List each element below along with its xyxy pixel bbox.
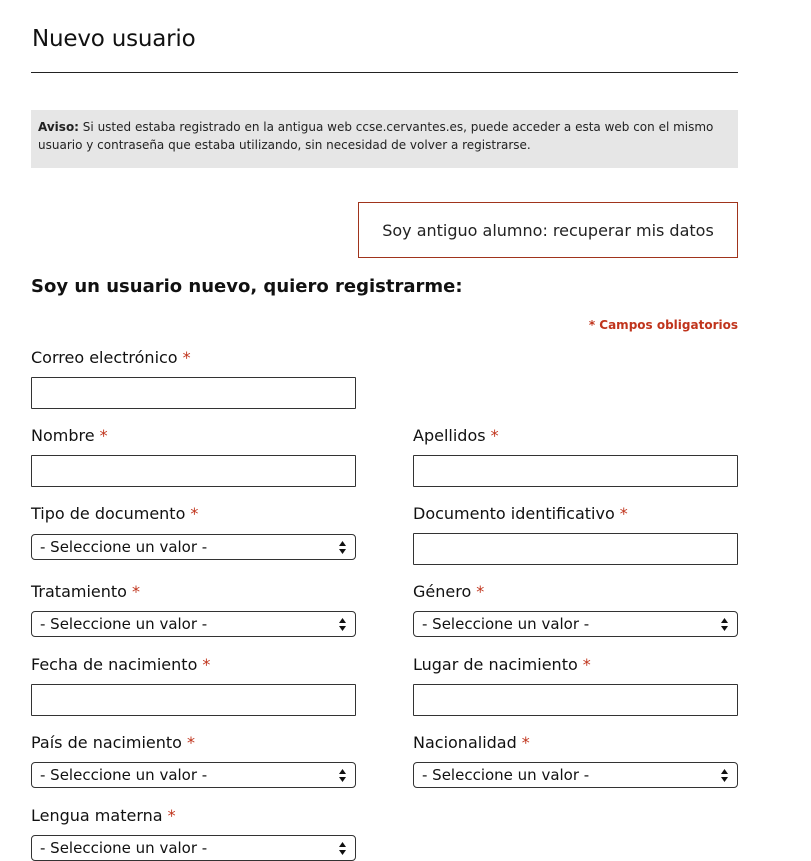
first-name-field[interactable] xyxy=(31,455,356,487)
required-fields-note: * Campos obligatorios xyxy=(588,318,738,332)
birth-country-select[interactable] xyxy=(31,762,356,788)
page-title: Nuevo usuario xyxy=(32,26,196,52)
birth-place-label xyxy=(413,655,591,674)
document-id-label xyxy=(413,504,628,523)
nationality-label-text: Nacionalidad xyxy=(413,733,517,752)
mother-tongue-label-text: Lengua materna xyxy=(31,806,163,825)
required-marker: * xyxy=(619,504,628,523)
birth-place-field[interactable] xyxy=(413,684,738,716)
title-select[interactable] xyxy=(31,611,356,637)
document-type-select[interactable] xyxy=(31,534,356,560)
required-marker: * xyxy=(167,806,176,825)
nationality-select-value: - Seleccione un valor - xyxy=(422,766,590,784)
birth-date-field[interactable] xyxy=(31,684,356,716)
required-marker: * xyxy=(582,655,591,674)
register-section-heading: Soy un usuario nuevo, quiero registrarme: xyxy=(31,276,463,297)
title-divider xyxy=(31,72,738,73)
notice-box xyxy=(31,110,738,168)
nationality-select[interactable] xyxy=(413,762,738,788)
required-marker: * xyxy=(490,426,499,445)
document-type-label-text: Tipo de documento xyxy=(31,504,186,523)
email-field[interactable] xyxy=(31,377,356,409)
birth-place-label-text: Lugar de nacimiento xyxy=(413,655,578,674)
mother-tongue-select-value: - Seleccione un valor - xyxy=(40,839,208,857)
gender-select[interactable] xyxy=(413,611,738,637)
mother-tongue-select[interactable] xyxy=(31,835,356,861)
email-label xyxy=(31,348,191,367)
document-type-label xyxy=(31,504,198,523)
nationality-label xyxy=(413,733,530,752)
document-id-label-text: Documento identificativo xyxy=(413,504,615,523)
last-name-field[interactable] xyxy=(413,455,738,487)
last-name-label xyxy=(413,426,499,445)
birth-country-label-text: País de nacimiento xyxy=(31,733,182,752)
first-name-label xyxy=(31,426,108,445)
birth-date-label xyxy=(31,655,210,674)
notice-text: Si usted estaba registrado en la antigua web ccse.cervantes.es, puede acceder a esta web con el mismo usuario y contraseña que estaba utilizando, sin necesidad de volver a registrarse. xyxy=(38,120,714,152)
select-arrows-icon xyxy=(719,616,729,632)
title-select-value: - Seleccione un valor - xyxy=(40,615,208,633)
first-name-label-text: Nombre xyxy=(31,426,95,445)
mother-tongue-label xyxy=(31,806,176,825)
document-type-select-value: - Seleccione un valor - xyxy=(40,538,208,556)
document-id-field[interactable] xyxy=(413,533,738,565)
select-arrows-icon xyxy=(337,767,347,783)
required-marker: * xyxy=(99,426,108,445)
birth-country-select-value: - Seleccione un valor - xyxy=(40,766,208,784)
gender-label xyxy=(413,582,484,601)
title-label xyxy=(31,582,140,601)
email-label-text: Correo electrónico xyxy=(31,348,178,367)
required-marker: * xyxy=(131,582,140,601)
gender-select-value: - Seleccione un valor - xyxy=(422,615,590,633)
last-name-label-text: Apellidos xyxy=(413,426,486,445)
select-arrows-icon xyxy=(337,840,347,856)
notice-label: Aviso: xyxy=(38,120,79,134)
title-label-text: Tratamiento xyxy=(31,582,127,601)
gender-label-text: Género xyxy=(413,582,472,601)
required-marker: * xyxy=(202,655,211,674)
required-marker: * xyxy=(182,348,191,367)
required-marker: * xyxy=(476,582,485,601)
required-marker: * xyxy=(190,504,199,523)
birth-date-label-text: Fecha de nacimiento xyxy=(31,655,198,674)
required-marker: * xyxy=(521,733,530,752)
recover-data-button[interactable]: Soy antiguo alumno: recuperar mis datos xyxy=(358,202,738,258)
required-marker: * xyxy=(186,733,195,752)
select-arrows-icon xyxy=(337,539,347,555)
select-arrows-icon xyxy=(337,616,347,632)
birth-country-label xyxy=(31,733,195,752)
select-arrows-icon xyxy=(719,767,729,783)
